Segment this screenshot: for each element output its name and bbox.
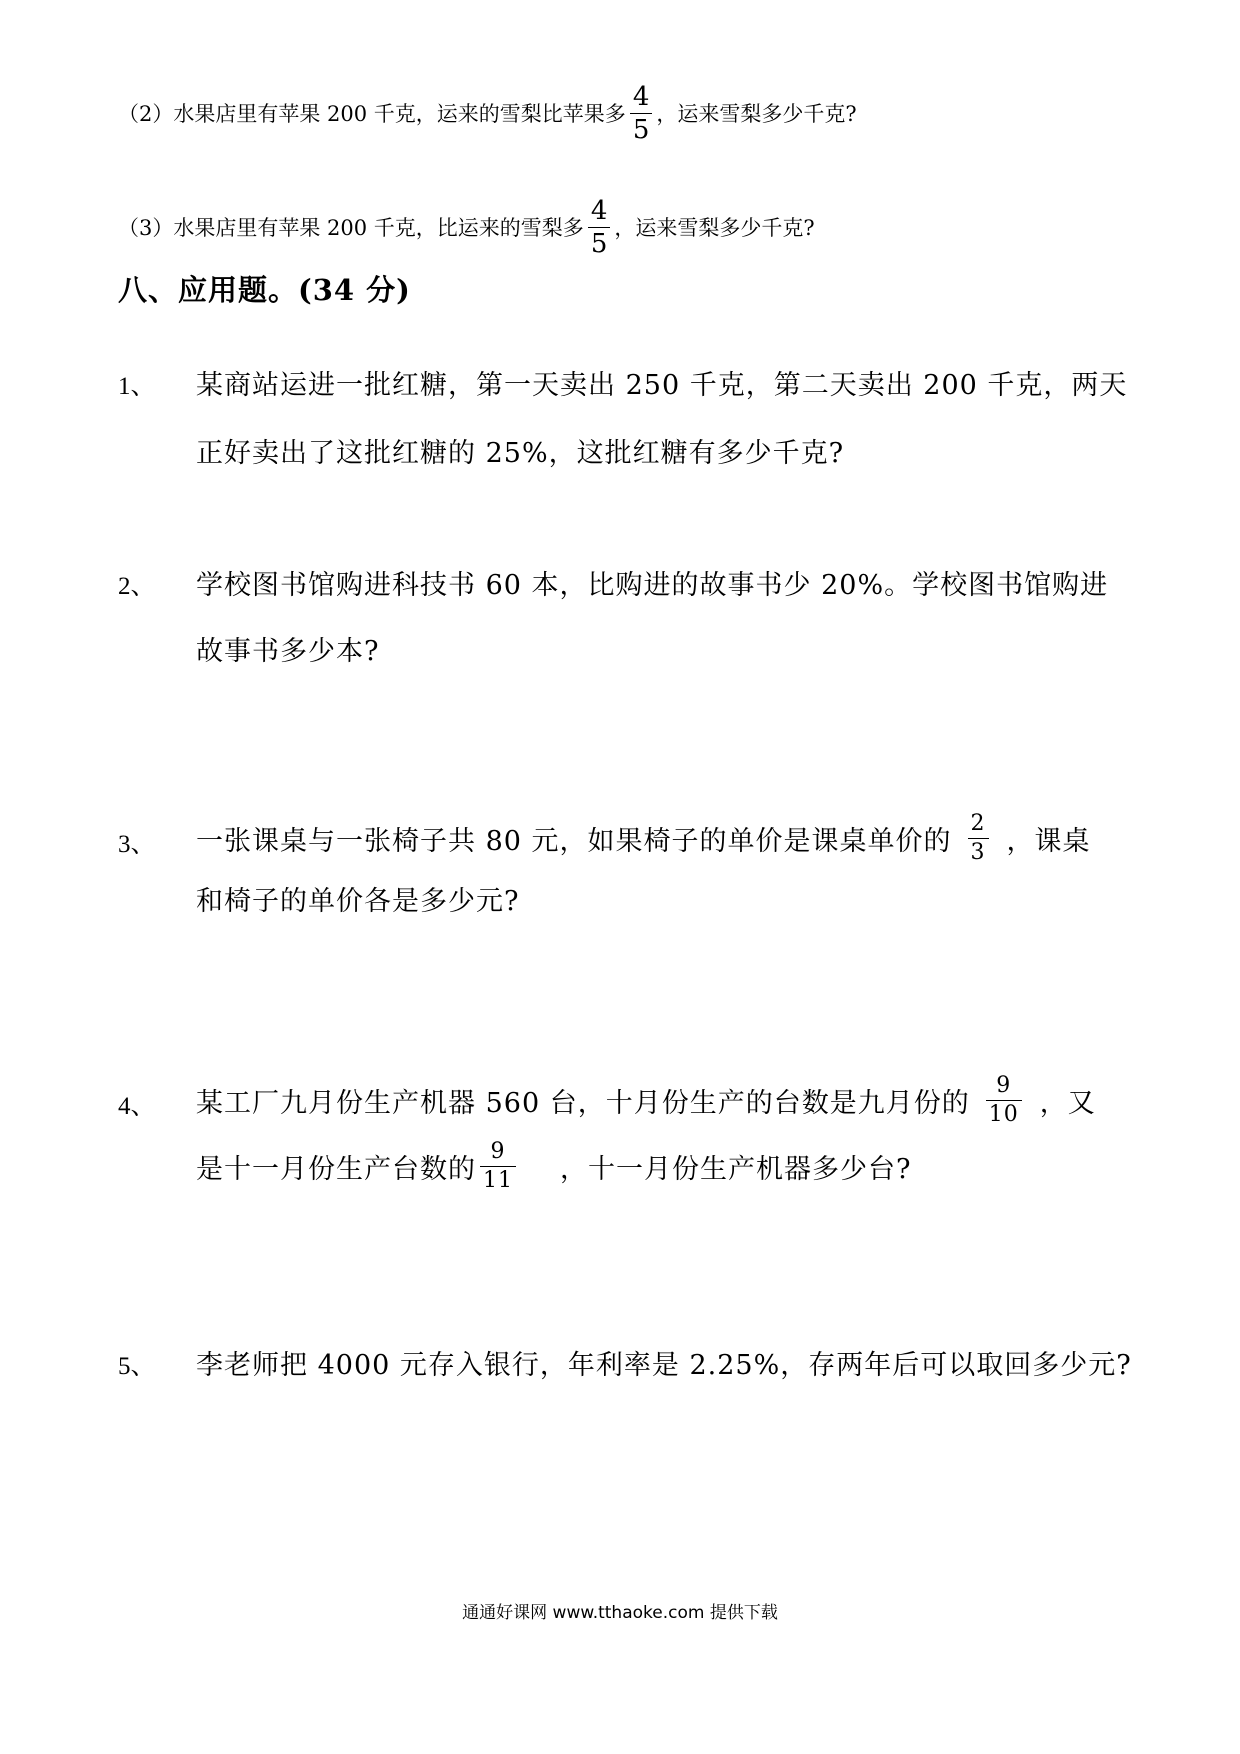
problem-line: 正好卖出了这批红糖的 25%，这批红糖有多少千克? — [196, 437, 845, 469]
problem-line: 学校图书馆购进科技书 60 本，比购进的故事书少 20%。学校图书馆购进 — [196, 569, 1109, 601]
problem-line: 某商站运进一批红糖，第一天卖出 250 千克，第二天卖出 200 千克，两天 — [196, 369, 1128, 401]
fraction-numerator: 4 — [632, 81, 650, 112]
sub-question-text: 水果店里有苹果 200 千克，比运来的雪梨多 — [173, 216, 584, 240]
problem-number: 5、 — [118, 1353, 156, 1380]
fraction — [968, 810, 989, 865]
problem-text: 是十一月份生产台数的 — [196, 1153, 476, 1185]
fraction-numerator: 4 — [590, 195, 608, 226]
fraction-numerator: 9 — [996, 1072, 1012, 1098]
sub-question-text: 水果店里有苹果 200 千克，运来的雪梨比苹果多 — [173, 102, 626, 126]
problem-number: 4、 — [118, 1093, 156, 1120]
problem-line — [196, 1068, 1096, 1132]
problem-text-after: ，课桌 — [1006, 825, 1091, 857]
fraction-numerator: 9 — [490, 1138, 506, 1164]
problem-text-after: ，又 — [1039, 1087, 1096, 1119]
fraction-denominator: 11 — [483, 1167, 513, 1193]
fraction — [630, 81, 653, 145]
sub-question-3 — [118, 196, 815, 258]
problem-line: 李老师把 4000 元存入银行，年利率是 2.25%，存两年后可以取回多少元? — [196, 1349, 1132, 1381]
section-heading: 八、应用题。(34 分) — [118, 272, 411, 307]
fraction — [986, 1072, 1022, 1127]
problem-line — [196, 1134, 911, 1198]
problem-line: 故事书多少本? — [196, 635, 380, 667]
problem-text: 一张课桌与一张椅子共 80 元，如果椅子的单价是课桌单价的 — [196, 825, 952, 857]
problem-line: 和椅子的单价各是多少元? — [196, 885, 520, 917]
fraction — [588, 195, 611, 259]
fraction-denominator: 10 — [988, 1101, 1019, 1127]
problem-number: 3、 — [118, 831, 156, 858]
problem-line — [196, 806, 1091, 870]
fraction-denominator: 5 — [632, 114, 650, 145]
footer-credit: 通通好课网 www.tthaoke.com 提供下载 — [462, 1603, 778, 1623]
problem-number: 2、 — [118, 573, 156, 600]
problem-number: 1、 — [118, 373, 156, 400]
sub-question-text-after: ，运来雪梨多少千克? — [656, 102, 857, 126]
fraction-numerator: 2 — [970, 810, 986, 836]
problem-text: 某工厂九月份生产机器 560 台，十月份生产的台数是九月份的 — [196, 1087, 970, 1119]
fraction-denominator: 5 — [590, 228, 608, 259]
sub-question-label: （2） — [118, 102, 174, 126]
fraction-denominator: 3 — [970, 839, 986, 865]
problem-text-after: ，十一月份生产机器多少台? — [560, 1153, 912, 1185]
fraction — [480, 1138, 516, 1193]
sub-question-label: （3） — [118, 216, 174, 240]
sub-question-text-after: ，运来雪梨多少千克? — [614, 216, 815, 240]
sub-question-2 — [118, 82, 857, 144]
